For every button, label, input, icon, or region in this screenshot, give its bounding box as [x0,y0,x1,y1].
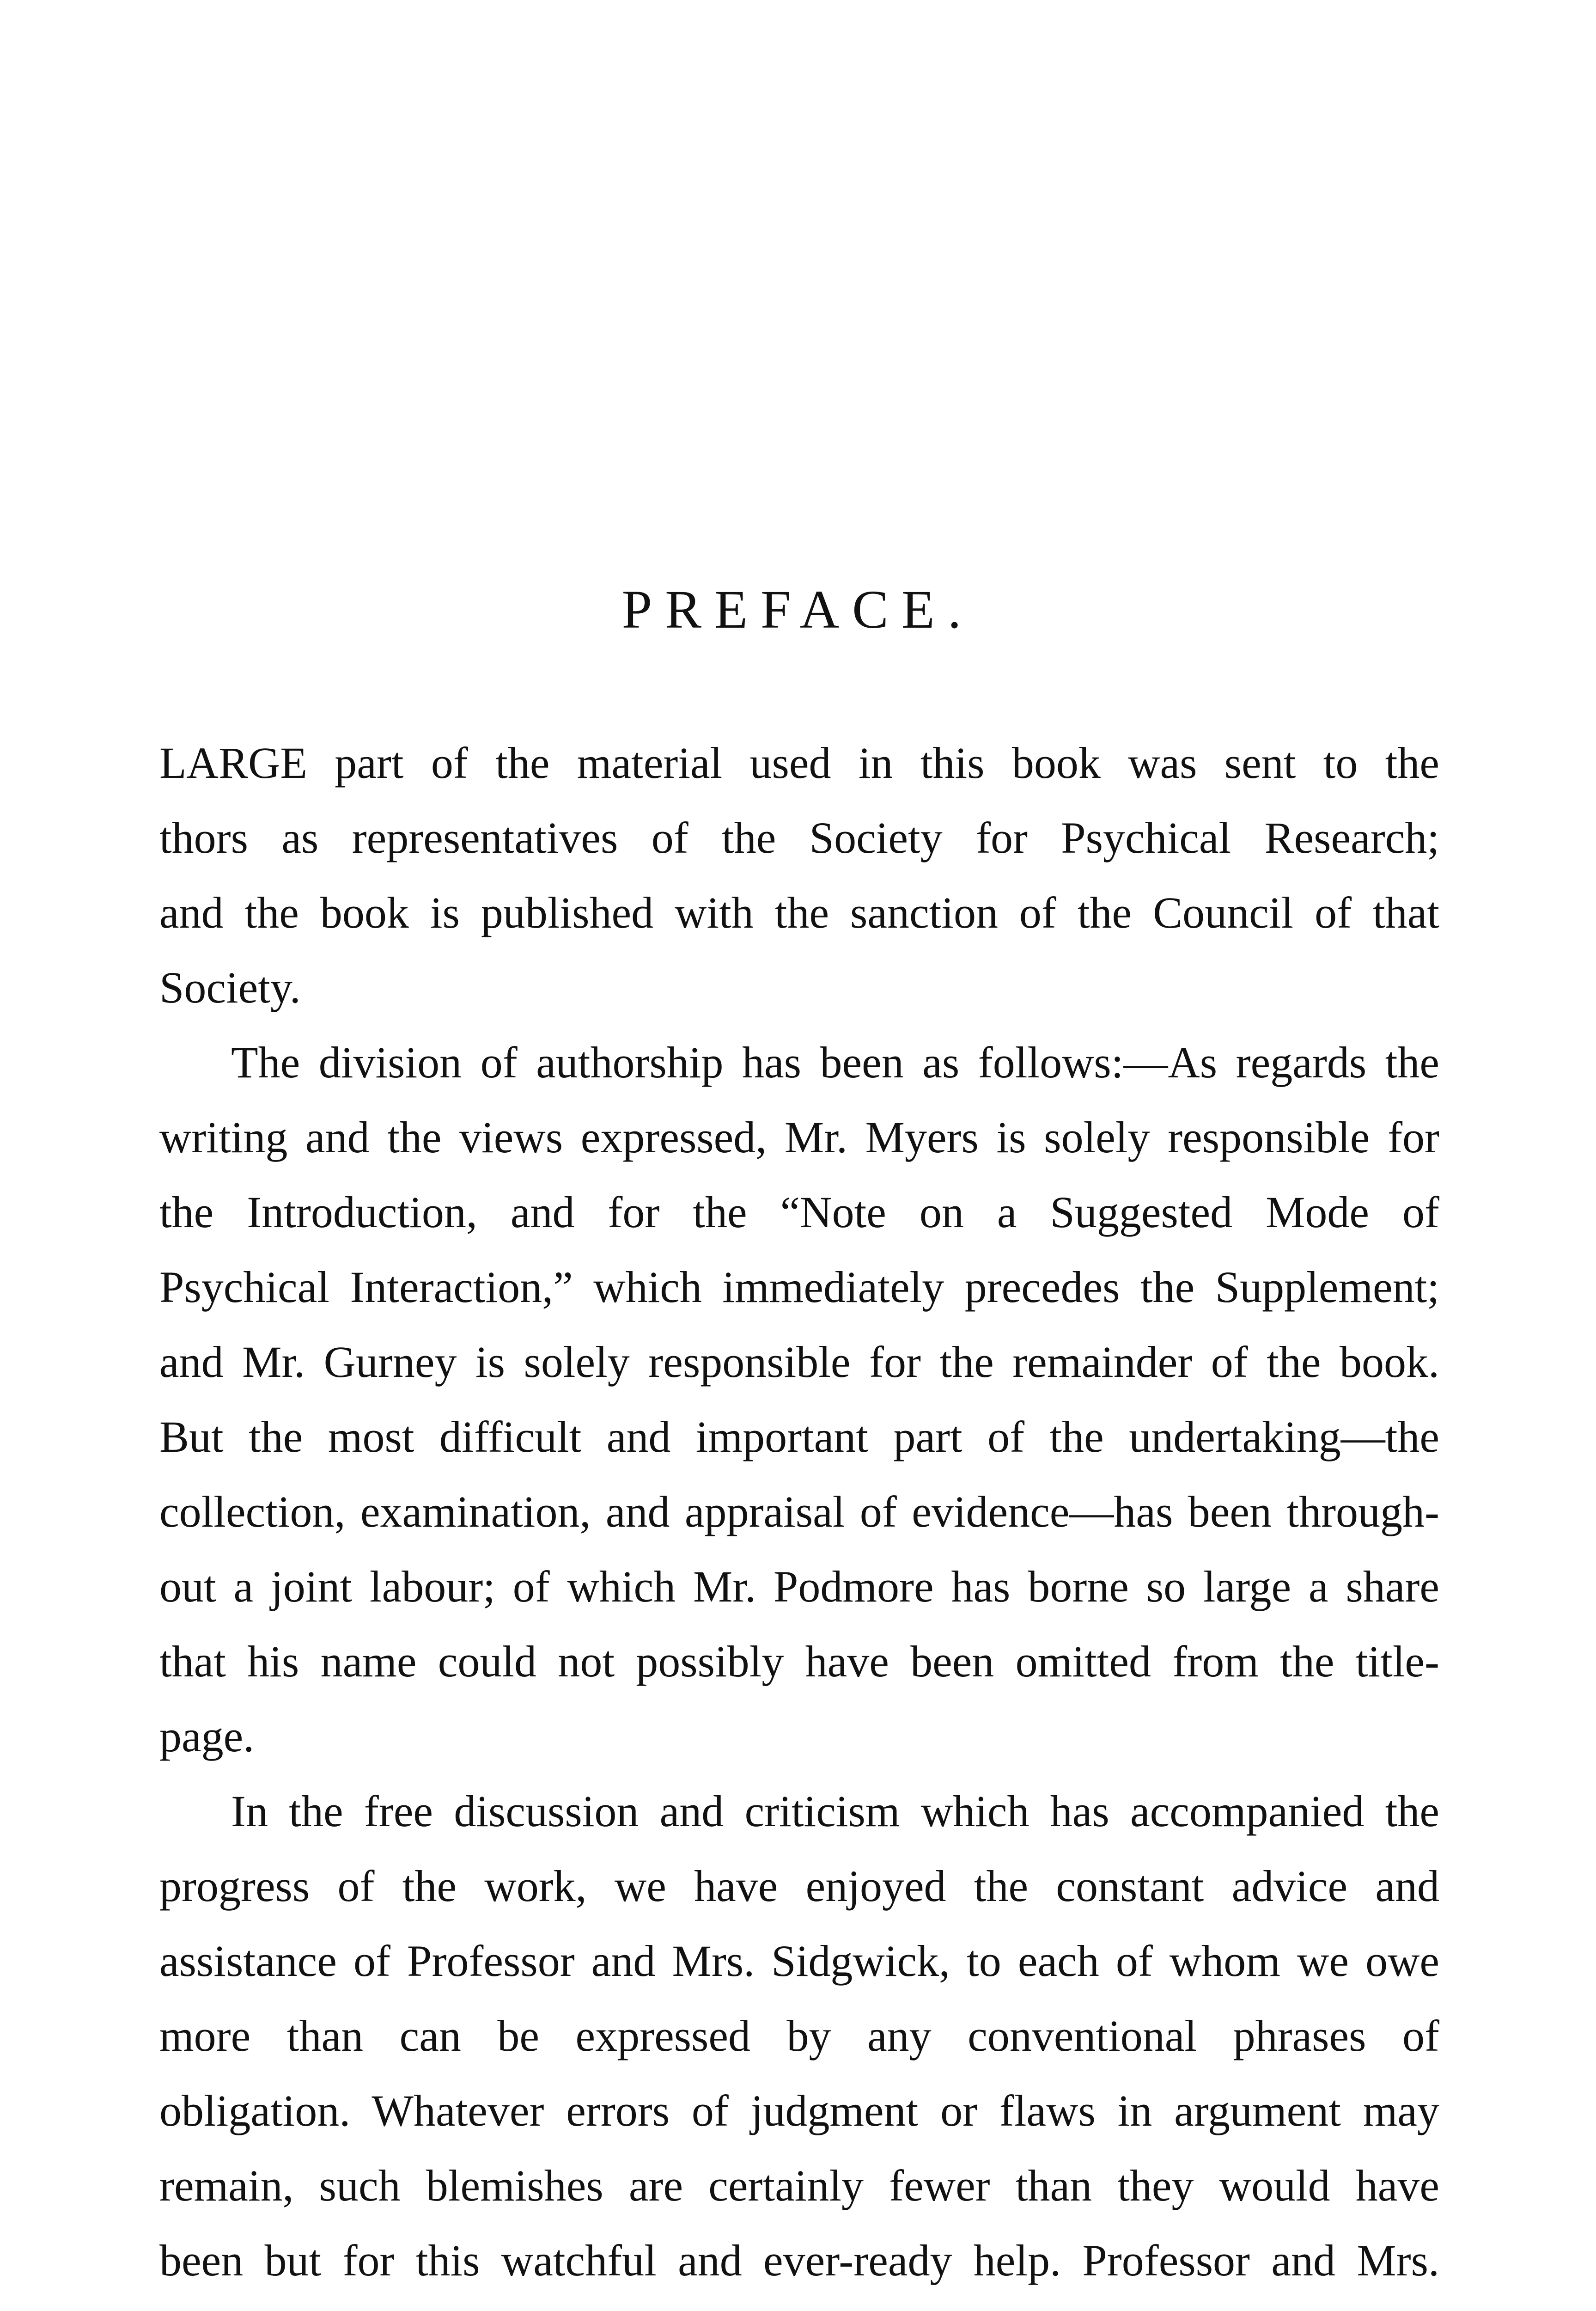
text-line: the Introduction, and for the “Note on a Suggested Mode of [159,1187,1439,1237]
text-line: been but for this watchful and ever-ready help. Professor and Mrs. [159,2236,1439,2285]
text-line: obligation. Whatever errors of judgment or flaws in argument may [159,2086,1439,2135]
text-line: But the most difficult and important part of the undertaking—the [159,1412,1439,1461]
text-line: Society. [159,963,301,1012]
text-line: page. [159,1712,255,1761]
text-line: thors as representatives of the Society for Psychical Research; [159,813,1439,862]
text-line: writing and the views expressed, Mr. Myers is solely responsible for [159,1113,1439,1162]
text-line: assistance of Professor and Mrs. Sidgwick, to each of whom we owe [159,1936,1439,1986]
text-line: LARGE part of the material used in this book was sent to the [159,738,1439,788]
text-line: In the free discussion and criticism which has accompanied the [231,1786,1439,1836]
text-line [159,2298,1439,2311]
text-line: progress of the work, we have enjoyed the constant advice and [159,1861,1439,1911]
text-line: out a joint labour; of which Mr. Podmore has borne so large a share [159,1562,1439,1611]
page-title: PREFACE. [621,579,975,640]
text-line: collection, examination, and appraisal of evidence—has been through- [159,1487,1439,1536]
text-line: more than can be expressed by any conventional phrases of [159,2011,1439,2060]
preface-body [159,726,1439,2311]
text-line: The division of authorship has been as follows:—As regards the [231,1038,1439,1087]
text-line: and the book is published with the sanction of the Council of that [159,888,1439,937]
text-line: and Mr. Gurney is solely responsible for the remainder of the book. [159,1337,1439,1387]
text-line: Psychical Interaction,” which immediately precedes the Supplement; [159,1262,1439,1312]
text-line: remain, such blemishes are certainly fewer than they would have [159,2161,1439,2210]
text-line: that his name could not possibly have been omitted from the title- [159,1637,1439,1686]
